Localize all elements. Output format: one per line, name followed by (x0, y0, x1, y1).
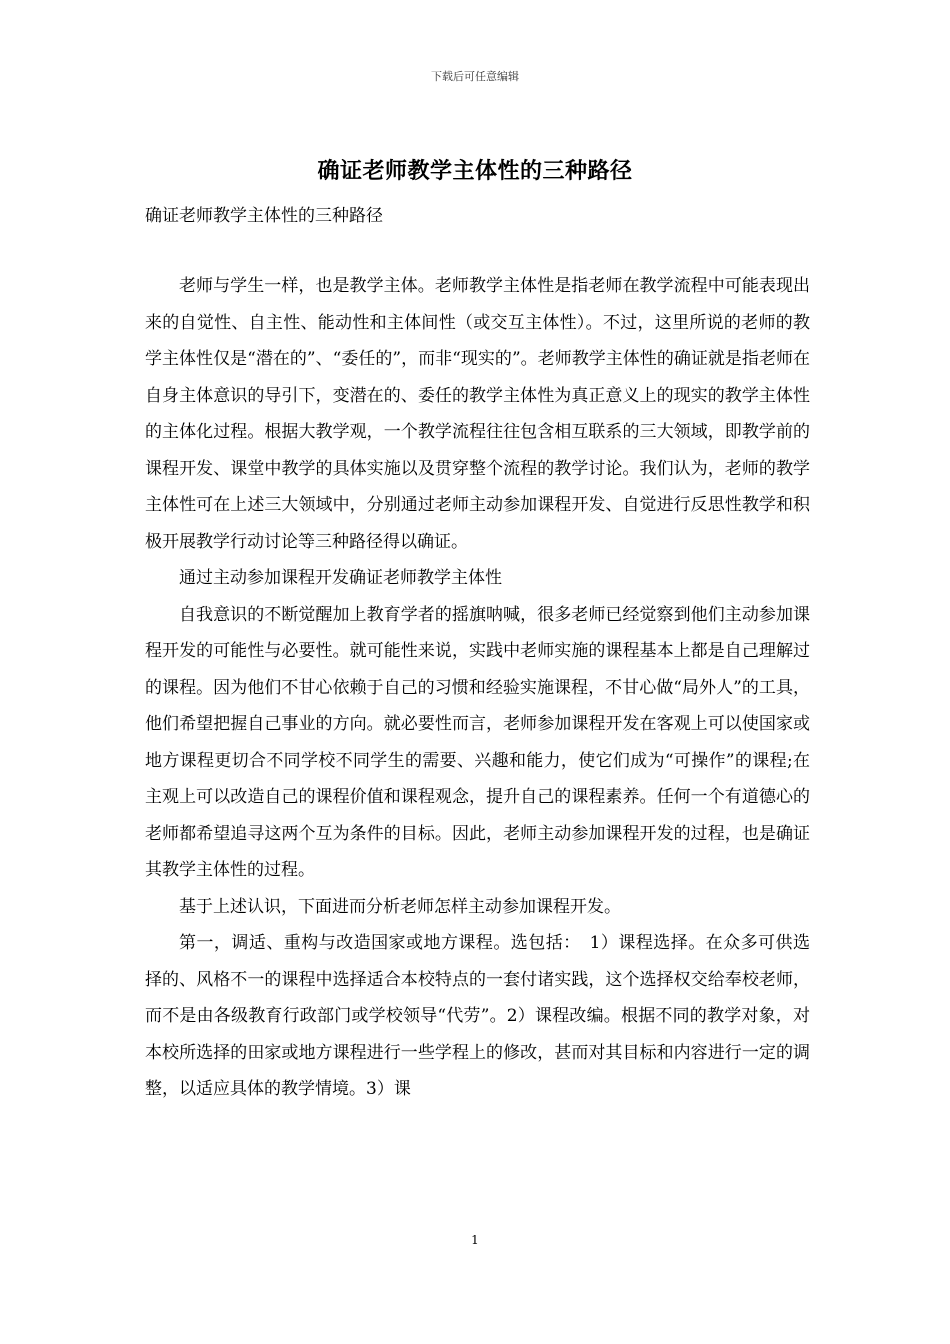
document-title: 确证老师教学主体性的三种路径 (317, 158, 633, 184)
document-subtitle: 确证老师教学主体性的三种路径 (145, 206, 383, 226)
page-header: 下载后可任意编辑 (431, 70, 519, 83)
paragraph-intro: 老师与学生一样，也是教学主体。老师教学主体性是指老师在教学流程中可能表现出来的自觉性、自主性、能动性和主体间性（或交互主体性）。不过，这里所说的老师的教学主体性仅是“潜在的”、“委任的”，而非“现实的”。老师教学主体性的确证就是指老师在自身主体意识的导引下，变潜在的、委任的教学主体性为真正意义上的现实的教学主体性的主体化过程。根据大教学观，一个教学流程往往包含相互联系的三大领域，即教学前的课程开发、课堂中教学的具体实施以及贯穿整个流程的教学讨论。我们认为，老师的教学主体性可在上述三大领域中，分别通过老师主动参加课程开发、自觉进行反思性教学和积极开展教学行动讨论等三种路径得以确证。 (145, 276, 810, 552)
page-number: 1 (471, 1233, 479, 1247)
paragraph-curriculum: 自我意识的不断觉醒加上教育学者的摇旗呐喊，很多老师已经觉察到他们主动参加课程开发的可能性与必要性。就可能性来说，实践中老师实施的课程基本上都是自己理解过的课程。因为他们不甘心依赖于自己的习惯和经验实施课程，不甘心做“局外人”的工具，他们希望把握自己事业的方向。就必要性而言，老师参加课程开发在客观上可以使国家或地方课程更切合不同学校不同学生的需要、兴趣和能力，使它们成为“可操作”的课程;在主观上可以改造自己的课程价值和课程观念，提升自己的课程素养。任何一个有道德心的老师都希望追寻这两个互为条件的目标。因此，老师主动参加课程开发的过程，也是确证其教学主体性的过程。 (145, 604, 810, 880)
section-heading: 通过主动参加课程开发确证老师教学主体性 (179, 568, 502, 588)
paragraph-first-point: 第一，调适、重构与改造国家或地方课程。选包括： 1）课程选择。在众多可供选择的、风格不一的课程中选择适合本校特点的一套付诸实践，这个选择权交给奉校老师，而不是由各级教育行政部门或学校领导“代劳”。2）课程改编。根据不同的教学对象，对本校所选择的田家或地方课程进行一些学程上的修改，甚而对其目标和内容进行一定的调整，以适应具体的教学情境。3）课 (145, 933, 810, 1099)
document-body (145, 268, 810, 1108)
paragraph-transition: 基于上述认识，下面进而分析老师怎样主动参加课程开发。 (179, 896, 621, 917)
